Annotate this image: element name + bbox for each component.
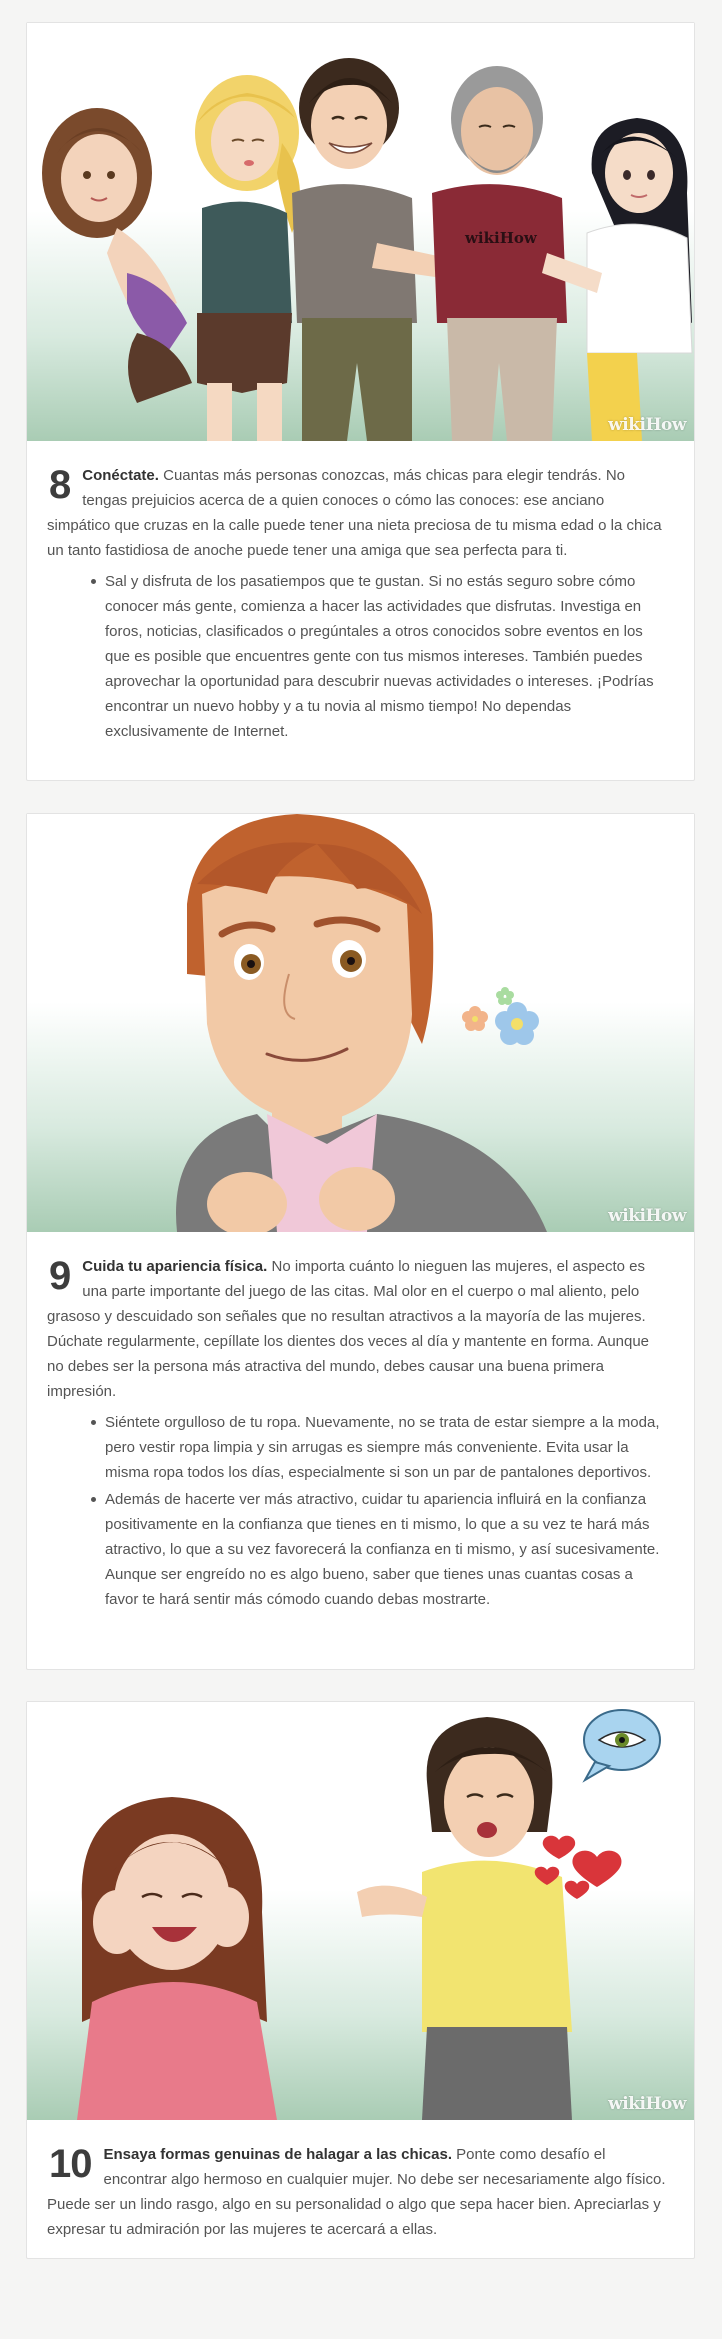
wikihow-watermark: wikiHow bbox=[608, 2094, 686, 2114]
complimenting-guy-figure bbox=[357, 1717, 572, 2120]
step-10-illustration bbox=[27, 1702, 694, 2120]
step-9-bullet-list bbox=[89, 1410, 668, 1612]
step-title: Conéctate. bbox=[82, 467, 159, 484]
step-card-8 bbox=[26, 22, 695, 781]
step-8-illustration bbox=[27, 23, 694, 441]
laughing-girl-figure bbox=[77, 1797, 277, 2120]
step-card-9 bbox=[26, 813, 695, 1670]
step-8-bullet-list bbox=[89, 569, 668, 744]
bullet-item: Además de hacerte ver más atractivo, cuidar tu apariencia influirá en la confianza positivamente en la confianza que tienes en ti mismo, lo que a su vez te hará más atractivo, lo que a su vez favorecerá la confianza en ti mismo, y así sucesivamente. Aunque ser engreído no es algo bueno, saber que tienes unas cuantas cosas a favor te hará sentir más cómodo cuando debas mostrarte. bbox=[89, 1487, 668, 1612]
step-description: Cuantas más personas conozcas, más chicas para elegir tendrás. No tengas prejuicios acerca de a quien conoces o cómo las conoces: ese anciano simpático que cruzas en la calle puede tener una nieta preciosa de tu misma edad o la chica un tanto fastidiosa de anoche puede tener una amiga que sea perfecta para ti. bbox=[47, 467, 662, 559]
step-10-body bbox=[27, 2120, 694, 2242]
blonde-girl-figure bbox=[195, 75, 300, 441]
compliment-scene-illustration bbox=[27, 1702, 694, 2120]
step-number: 10 bbox=[49, 2142, 92, 2186]
shirt-logo-text: wikiHow bbox=[465, 229, 537, 247]
bullet-item: Siéntete orgulloso de tu ropa. Nuevamente, no se trata de estar siempre a la moda, pero vestir ropa limpia y sin arrugas es siempre más conveniente. Evita usar la misma ropa todos los días, especialmente si son un par de pantalones deportivos. bbox=[89, 1410, 668, 1485]
step-card-10 bbox=[26, 1701, 695, 2259]
flower-decoration-icon bbox=[462, 987, 539, 1045]
step-description: Ponte como desafío el encontrar algo hermoso en cualquier mujer. No debe ser necesariamente algo físico. Puede ser un lindo rasgo, algo en su personalidad o algo que sepa hacer bien. Apreciarlas y expresar tu admiración por las mujeres te acercará a ellas. bbox=[47, 2146, 666, 2238]
wikihow-watermark: wikiHow bbox=[608, 1206, 686, 1226]
step-9-illustration bbox=[27, 814, 694, 1232]
older-man-figure bbox=[432, 66, 567, 441]
step-8-body bbox=[27, 441, 694, 744]
step-9-text bbox=[47, 1254, 668, 1404]
bullet-item: Sal y disfruta de los pasatiempos que te gustan. Si no estás seguro sobre cómo conocer más gente, comienza a hacer las actividades que disfrutas. Investiga en foros, noticias, clasificados o pregúntales a otros conocidos sobre eventos en los que es posible que encuentres gente con tus mismos intereses. También puedes aprovechar la oportunidad para descubrir nuevas actividades o intereses. ¡Podrías encontrar un nuevo hobby y a tu novia al mismo tiempo! No dependas exclusivamente de Internet. bbox=[89, 569, 668, 744]
step-9-body bbox=[27, 1232, 694, 1612]
group-of-people-illustration bbox=[27, 23, 694, 441]
grinning-guy-figure bbox=[292, 58, 447, 441]
speech-bubble-eye-icon bbox=[584, 1710, 660, 1780]
wikihow-watermark: wikiHow bbox=[608, 415, 686, 435]
step-number: 9 bbox=[49, 1254, 71, 1298]
step-8-text bbox=[47, 463, 668, 563]
step-description: No importa cuánto lo nieguen las mujeres, el aspecto es una parte importante del juego de las citas. Mal olor en el cuerpo o mal aliento, pelo grasoso y descuidado son señales que no resultan atractivos a la mayoría de las mujeres. Dúchate regularmente, cepíllate los dientes dos veces al día y mantente en forma. Aunque no debes ser la persona más atractiva del mundo, debes causar una buena primera impresión. bbox=[47, 1258, 650, 1400]
step-10-text bbox=[47, 2142, 668, 2242]
confident-guy-illustration bbox=[27, 814, 694, 1232]
girl-left-figure bbox=[42, 108, 192, 403]
step-title: Cuida tu apariencia física. bbox=[82, 1258, 268, 1275]
step-number: 8 bbox=[49, 463, 71, 507]
girl-right-figure bbox=[542, 118, 692, 441]
step-title: Ensaya formas genuinas de halagar a las chicas. bbox=[103, 2146, 452, 2163]
confident-guy-figure bbox=[176, 814, 547, 1232]
